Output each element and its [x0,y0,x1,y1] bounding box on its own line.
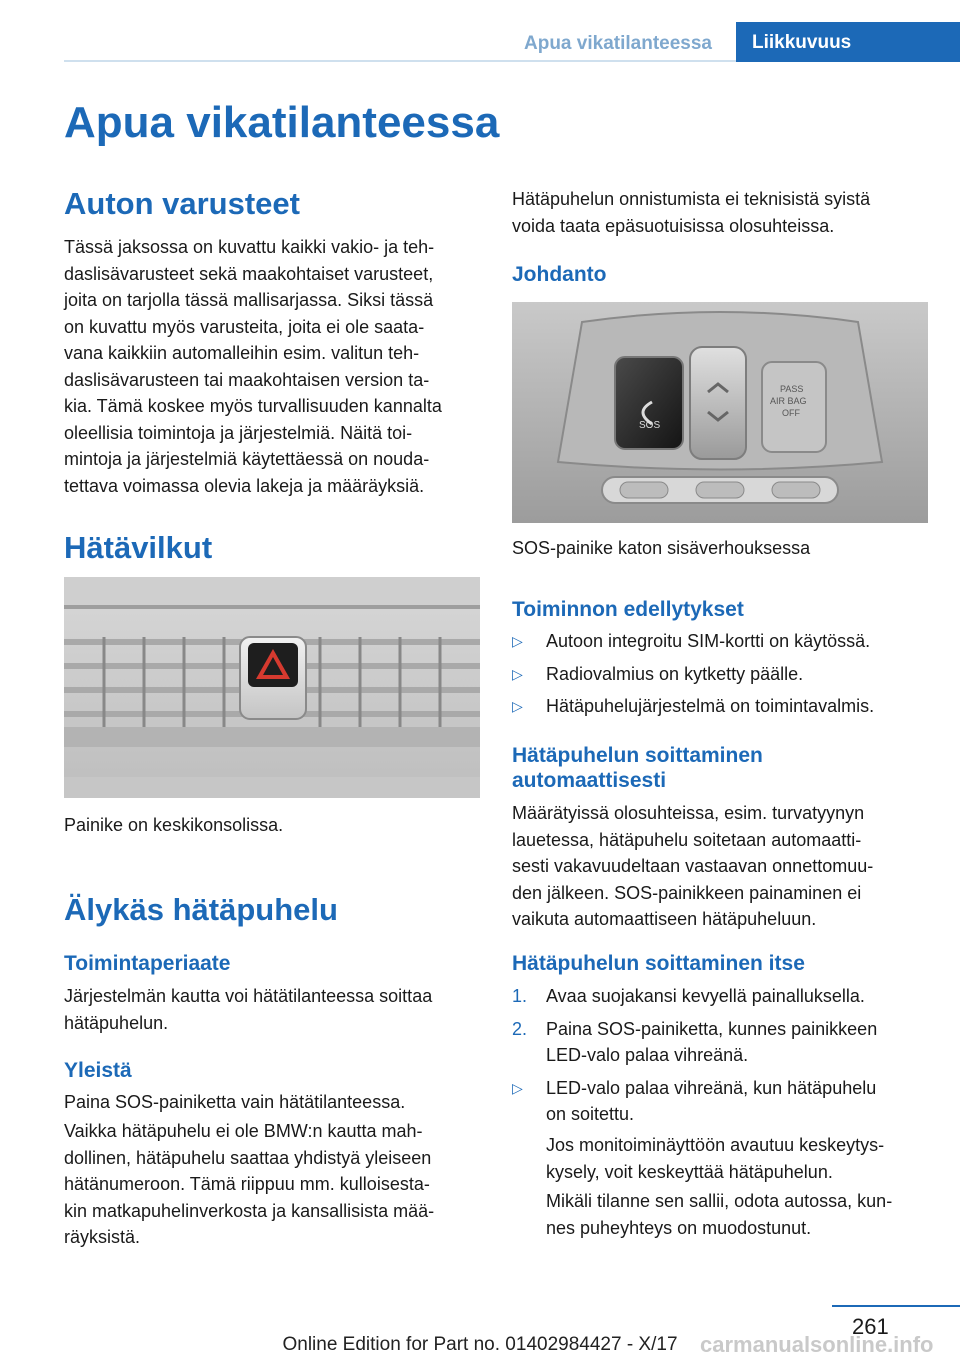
list-item: 1. Avaa suojakansi kevyellä painalluksella. [512,986,865,1006]
steps-list [512,983,932,1128]
page-number-rule [832,1305,960,1307]
led-subparagraph-1: Jos monitoiminäyttöön avautuu keskeytys- kysely, voit keskeyttää hätäpuhelun. [546,1135,885,1182]
auto-call-heading: Hätäpuhelun soittaminen automaattisesti [512,744,763,792]
list-item: ▷ Hätäpuhelujärjestelmä on toimintavalmis. [512,696,875,716]
airbag-label: AIR BAG [770,396,807,406]
led-subparagraph-2: Mikäli tilanne sen sallii, odota autossa, kun- nes puheyhteys on muodostunut. [546,1191,893,1238]
equipment-paragraph: Tässä jaksossa on kuvattu kaikki vakio- ja teh- daslisävarusteet sekä maakohtaiset varusteet, joita on tarjolla tässä mallisarjassa. Siksi tässä on kuvattu myös varusteita, joita ei ole saata- vana kaikkiin automalleihin esim. valitun teh- daslisävarusteen tai maakohtaisen version ta- kia. Tämä koskee myös turvallisuuden kannalta oleellisia toimintoja ja järjestelmiä. Näitä toi- mintoja ja järjestelmiä käytettäessä on nouda- tettava voimassa olevia lakeja ja määräyksiä. [64,237,442,496]
watermark: carmanualsonline.info [700,1332,934,1357]
list-item: 2. Paina SOS-painiketta, kunnes painikkeen LED-valo palaa vihreänä. [512,1018,878,1065]
sos-caption: SOS-painike katon sisäverhouksessa [512,538,811,558]
list-item: ▷ Autoon integroitu SIM-kortti on käytössä. [512,631,871,651]
list-item: ▷ LED-valo palaa vihreänä, kun hätäpuhelu on soitettu. [512,1077,877,1124]
smart-call-heading: Älykäs hätäpuhelu [64,892,338,927]
header-section-label: Apua vikatilanteessa [524,33,712,54]
manual-call-heading: Hätäpuhelun soittaminen itse [512,952,805,975]
general-heading: Yleistä [64,1059,132,1082]
hazard-caption: Painike on keskikonsolissa. [64,815,284,835]
page-number: 261 [852,1314,889,1339]
principle-heading: Toimintaperiaate [64,952,231,975]
equipment-heading: Auton varusteet [64,186,300,221]
header-chapter-tab: Liikkuvuus [736,22,960,62]
principle-paragraph: Järjestelmän kautta voi hätätilanteessa soittaa hätäpuhelun. [64,986,433,1033]
list-item: ▷ Radiovalmius on kytketty päälle. [512,663,804,684]
auto-call-paragraph: Määrätyissä olosuhteissa, esim. turvatyynyn lauetessa, hätäpuhelu soitetaan automaatti- sesti vakavuudeltaan vastaavan onnettomuu- den jälkeen. SOS-painikkeen painaminen ei vaikuta automaattiseen hätäpuheluun. [512,803,874,929]
page-title: Apua vikatilanteessa [64,98,500,147]
pass-label: PASS [780,384,804,394]
general-paragraph-1: Paina SOS-painiketta vain hätätilanteessa. [64,1092,406,1112]
hazard-heading: Hätävilkut [64,530,213,565]
intro-paragraph: Hätäpuhelun onnistumista ei teknisistä syistä voida taata epäsuotuisissa olosuhteissa. [512,189,871,236]
hazard-button-image [64,577,480,798]
edition-footer: Online Edition for Part no. 01402984427 - X/17 [282,1334,678,1355]
sos-label: SOS [639,420,661,431]
requirements-list [512,628,932,720]
general-paragraph-2: Vaikka hätäpuhelu ei ole BMW:n kautta mah- dollinen, hätäpuhelu saattaa yhdistyä yleiseen hätänumeroon. Tämä riippuu mm. kulloisesta- kin matkapuhelinverkosta ja kansallisista mää- räyksistä. [64,1121,435,1247]
off-label: OFF [782,408,800,418]
requirements-heading: Toiminnon edellytykset [512,598,744,621]
overview-heading: Johdanto [512,263,607,286]
sos-panel-image [512,302,928,523]
